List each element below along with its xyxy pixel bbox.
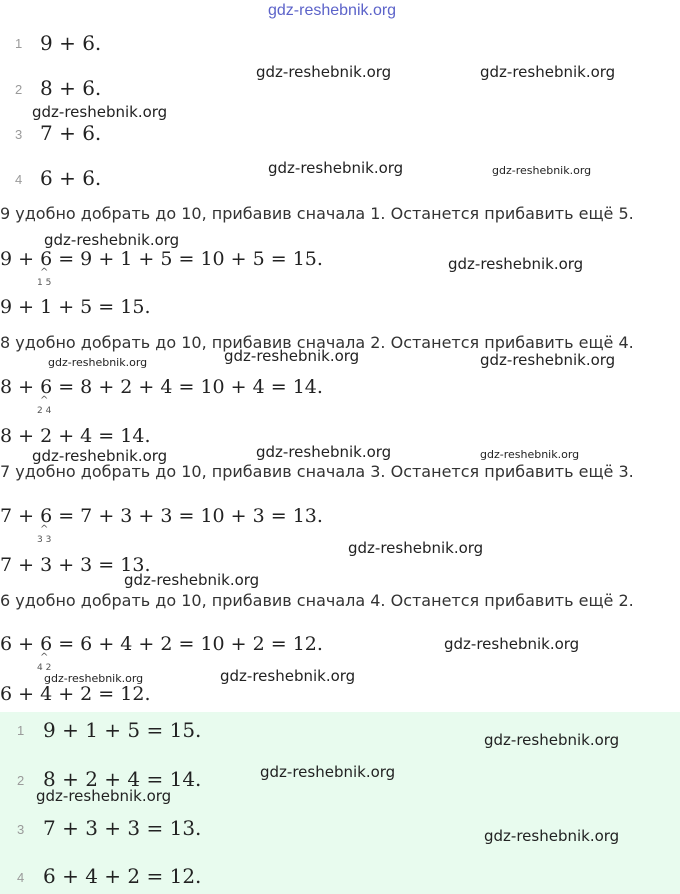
number-split: ^ 3 3	[37, 524, 52, 545]
watermark: gdz-reshebnik.org	[32, 103, 168, 121]
number-split: ^ 4 2	[37, 652, 52, 673]
exercise-expression: 7 + 6.	[40, 121, 102, 145]
site-link[interactable]: gdz-reshebnik.org	[268, 2, 397, 19]
item-number: 3	[15, 127, 23, 142]
watermark: gdz-reshebnik.org	[36, 787, 172, 805]
watermark: gdz-reshebnik.org	[480, 448, 580, 461]
watermark: gdz-reshebnik.org	[444, 635, 580, 653]
solution-expression: 8 + 6 = 8 + 2 + 4 = 10 + 4 = 14.	[0, 376, 323, 398]
watermark: gdz-reshebnik.org	[492, 164, 592, 177]
exercise-expression: 8 + 6.	[40, 76, 102, 100]
watermark: gdz-reshebnik.org	[256, 63, 392, 81]
watermark: gdz-reshebnik.org	[44, 672, 144, 685]
number-split: ^ 2 4	[37, 395, 52, 416]
solution-text: 6 удобно добрать до 10, прибавив сначала 4. Останется прибавить ещё 2.	[0, 591, 634, 610]
watermark: gdz-reshebnik.org	[48, 356, 148, 369]
solution-text: 9 удобно добрать до 10, прибавив сначала 1. Останется прибавить ещё 5.	[0, 204, 634, 223]
solution-result: 9 + 1 + 5 = 15.	[0, 296, 151, 318]
exercise-expression: 9 + 6.	[40, 31, 102, 55]
item-number: 4	[15, 172, 23, 187]
watermark: gdz-reshebnik.org	[348, 539, 484, 557]
answer-expression: 7 + 3 + 3 = 13.	[43, 816, 202, 840]
watermark: gdz-reshebnik.org	[220, 667, 356, 685]
watermark: gdz-reshebnik.org	[484, 827, 620, 845]
watermark: gdz-reshebnik.org	[44, 231, 180, 249]
item-number: 2	[15, 82, 23, 97]
answer-expression: 8 + 2 + 4 = 14.	[43, 767, 202, 791]
solution-result: 7 + 3 + 3 = 13.	[0, 554, 151, 576]
watermark: gdz-reshebnik.org	[480, 351, 616, 369]
answer-expression: 6 + 4 + 2 = 12.	[43, 864, 202, 888]
item-number: 3	[17, 822, 25, 837]
watermark: gdz-reshebnik.org	[448, 255, 584, 273]
number-split: ^ 1 5	[37, 267, 52, 288]
solution-result: 8 + 2 + 4 = 14.	[0, 425, 151, 447]
watermark: gdz-reshebnik.org	[32, 447, 168, 465]
item-number: 4	[17, 870, 25, 885]
watermark: gdz-reshebnik.org	[260, 763, 396, 781]
watermark: gdz-reshebnik.org	[268, 159, 404, 177]
item-number: 1	[17, 723, 25, 738]
solution-text: 7 удобно добрать до 10, прибавив сначала 3. Останется прибавить ещё 3.	[0, 462, 634, 481]
watermark: gdz-reshebnik.org	[224, 347, 360, 365]
item-number: 1	[15, 36, 23, 51]
watermark: gdz-reshebnik.org	[484, 731, 620, 749]
item-number: 2	[17, 773, 25, 788]
watermark: gdz-reshebnik.org	[256, 443, 392, 461]
watermark: gdz-reshebnik.org	[480, 63, 616, 81]
answer-expression: 9 + 1 + 5 = 15.	[43, 718, 202, 742]
watermark: gdz-reshebnik.org	[124, 571, 260, 589]
solution-expression: 9 + 6 = 9 + 1 + 5 = 10 + 5 = 15.	[0, 248, 323, 270]
solution-text: 8 удобно добрать до 10, прибавив сначала 2. Останется прибавить ещё 4.	[0, 333, 634, 352]
solution-expression: 6 + 6 = 6 + 4 + 2 = 10 + 2 = 12.	[0, 633, 323, 655]
solution-expression: 7 + 6 = 7 + 3 + 3 = 10 + 3 = 13.	[0, 505, 323, 527]
solution-result: 6 + 4 + 2 = 12.	[0, 683, 151, 705]
exercise-expression: 6 + 6.	[40, 166, 102, 190]
